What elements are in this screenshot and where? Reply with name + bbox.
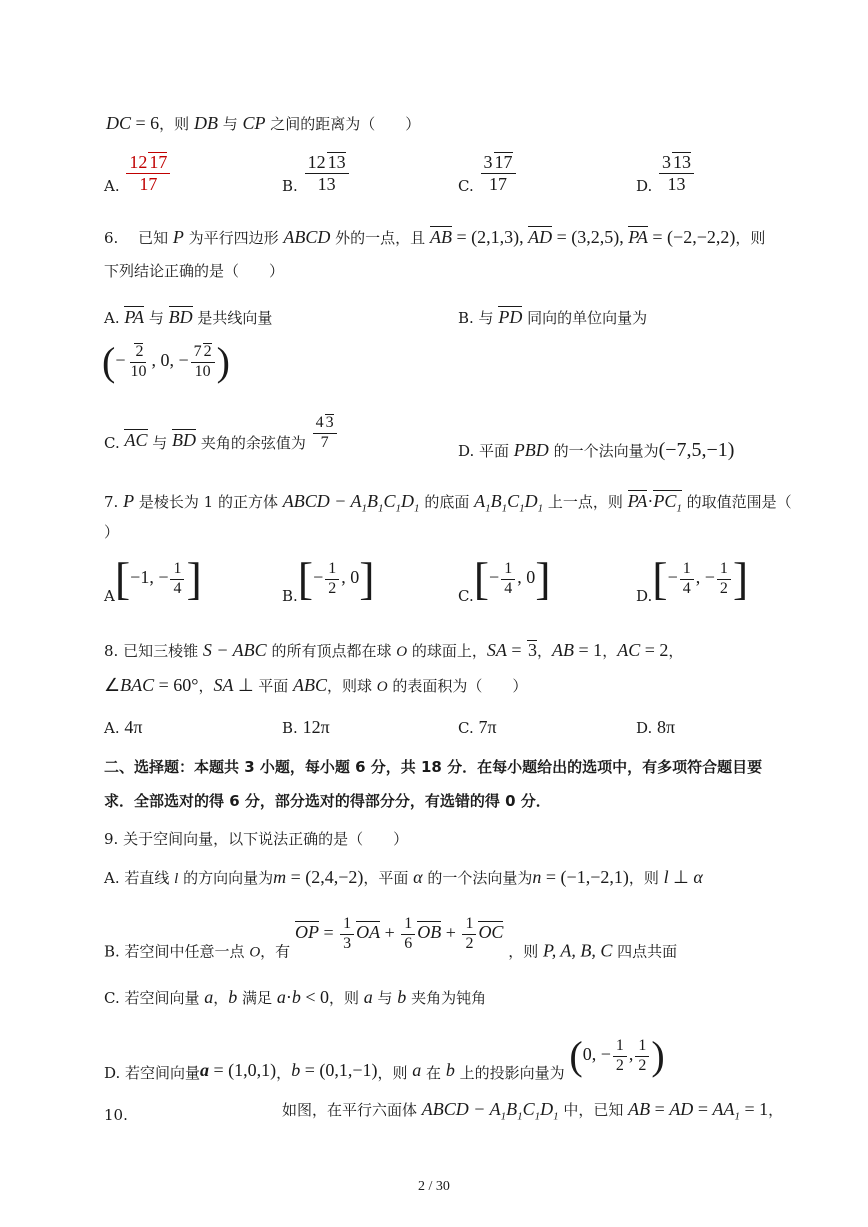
q6-option-b[interactable]: B. 与 PD 同向的单位向量为	[458, 307, 648, 327]
q6-stem: 6. 已知 P 为平行四边形 ABCD 外的一点，且 AB = (2,1,3), AD = (3,2,5), PA = (−2,−2,2)，则	[104, 227, 766, 247]
q7-option-d[interactable]: D.[− $\frac{1}{4}$ , − $\frac{1}{2}$ ]	[636, 553, 749, 605]
q9-option-d[interactable]: D. 若空间向量a = (1,0,1)，b = (0,1,−1)，则 a 在 b 上的投影向量为 (0, − $\frac{1}{2}$ , $\frac{1}{2}$ )	[104, 1033, 665, 1082]
q6-option-c[interactable]: C. AC 与 BD 夹角的余弦值为 $\frac{4 3}{7}$	[104, 414, 339, 452]
q8-option-d[interactable]: D. 8π	[636, 717, 676, 737]
q5-option-d[interactable]: D. $\frac{3 13}{13}$	[636, 152, 696, 194]
q5-option-b[interactable]: B. $\frac{12 13}{13}$	[282, 152, 351, 194]
q10-stem: 如图，在平行六面体 ABCD − $A_1B_1C_1D_1$ 中，已知 AB = AD = $AA_1 = 1$，	[282, 1099, 784, 1123]
q7-option-c[interactable]: C.[− $\frac{1}{4}$ , 0]	[458, 553, 551, 605]
q9-option-c[interactable]: C. 若空间向量 a，b 满足 a·b < 0，则 a 与 b 夹角为钝角	[104, 987, 487, 1007]
q8-stem-line1: 8. 已知三棱锥 S − ABC 的所有顶点都在球 O 的球面上，SA = 3，AB = 1，AC = 2，	[104, 640, 684, 660]
q9-option-b[interactable]: B. 若空间中任意一点 O，有 OP = $\frac{1}{3}$ OA + $\frac{1}{6}$ OB + $\frac{1}{2}$ OC ，则 P, A, B, C 四点共面	[104, 915, 678, 961]
q6-stem-line2: 下列结论正确的是（ ）	[104, 262, 285, 280]
q6-option-b-value: (− $\frac{2}{10}$ , 0, − $\frac{7 2}{10}$ )	[102, 339, 230, 384]
q5-stem: DC = 6，则 DB 与 CP 之间的距离为（ ）	[106, 113, 421, 133]
q10-number: 10.	[104, 1106, 128, 1124]
q6-option-a[interactable]: A. PA 与 BD 是共线向量	[104, 307, 273, 327]
q6-option-d[interactable]: D. 平面 PBD 的一个法向量为(−7,5,−1)	[458, 439, 735, 461]
section-2-heading-line2: 求．全部选对的得 6 分，部分选对的得部分分，有选错的得 0 分．	[104, 792, 551, 810]
q9-option-a[interactable]: A. 若直线 l 的方向向量为m = (2,4,−2)，平面 α 的一个法向量为n = (−1,−2,1)，则 l ⊥ α	[104, 867, 703, 887]
q7-stem-close: ）	[104, 523, 120, 541]
q8-option-c[interactable]: C. 7π	[458, 717, 497, 737]
q7-option-a[interactable]: A[−1, − $\frac{1}{4}$ ]	[104, 553, 202, 605]
q5-option-c[interactable]: C. $\frac{3 17}{17}$	[458, 152, 518, 194]
q8-option-b[interactable]: B. 12π	[282, 717, 330, 737]
q5-option-a[interactable]: A. $\frac{12 17}{17}$	[104, 152, 172, 194]
q7-option-b[interactable]: B.[− $\frac{1}{2}$ , 0]	[282, 553, 375, 605]
q8-option-a[interactable]: A. 4π	[104, 717, 143, 737]
section-2-heading-line1: 二、选择题：本题共 3 小题，每小题 6 分，共 18 分．在每小题给出的选项中，有多项符合题目要	[104, 758, 763, 776]
q8-stem-line2: ∠BAC = 60°，SA ⊥ 平面 ABC，则球 O 的表面积为（ ）	[104, 675, 528, 695]
q7-stem: 7. P 是棱长为 1 的正方体 ABCD − $A_1B_1C_1D_1$ 的底面 $A_1B_1C_1D_1$ 上一点，则 $PA\cdot PC_1$ 的取值范围是（	[104, 491, 792, 515]
page-number: 2 / 30	[418, 1179, 450, 1194]
q9-stem: 9. 关于空间向量，以下说法正确的是（ ）	[104, 830, 409, 848]
